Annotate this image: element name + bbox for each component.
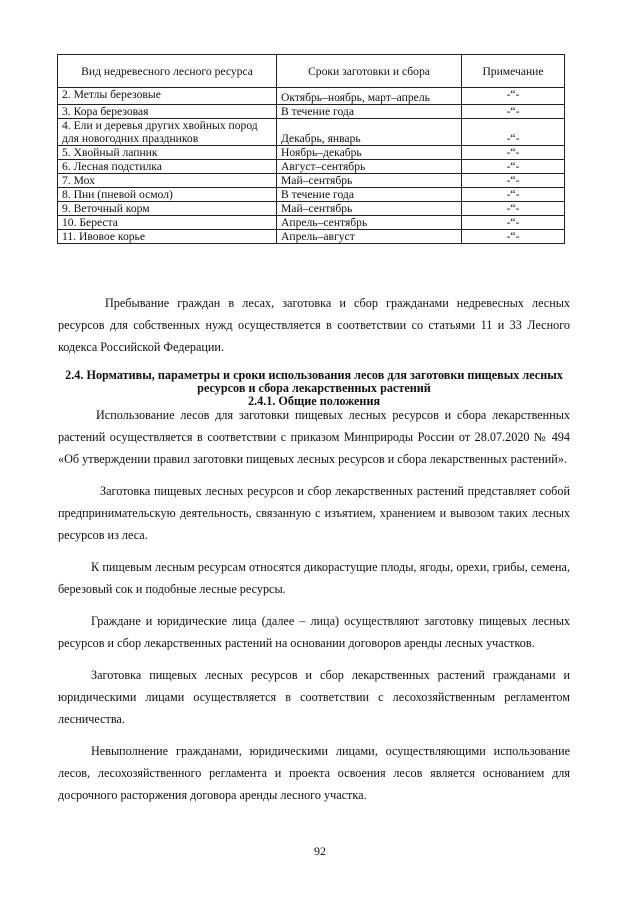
cell-note: -“- xyxy=(462,119,565,146)
cell-note: -“- xyxy=(462,105,565,119)
table-row xyxy=(58,88,565,105)
cell-note: -“- xyxy=(462,188,565,202)
resources-table xyxy=(57,54,565,244)
cell-resource: 6. Лесная подстилка xyxy=(58,160,277,174)
body-paragraph: Заготовка пищевых лесных ресурсов и сбор лекарственных растений гражданами и юридическими лицами осуществляется в соответствии с лесохозяйственным регламентом лесничества. xyxy=(58,668,570,726)
page-number: 92 xyxy=(314,844,326,858)
body-paragraph: Заготовка пищевых лесных ресурсов и сбор лекарственных растений представляет собой предпринимательскую деятельность, связанную с изъятием, хранением и вывозом таких лесных ресурсов из леса. xyxy=(58,484,570,542)
cell-note: -“- xyxy=(462,88,565,105)
cell-resource: 11. Ивовое корье xyxy=(58,230,277,244)
subsection-heading: 2.4.1. Общие положения xyxy=(247,394,381,408)
table-row xyxy=(58,188,565,202)
cell-note: -“- xyxy=(462,146,565,160)
header-resource-type: Вид недревесного лесного ресурса xyxy=(58,55,277,88)
table-row xyxy=(58,230,565,244)
cell-period: Апрель–август xyxy=(277,230,462,244)
cell-note: -“- xyxy=(462,216,565,230)
table-header-row xyxy=(58,55,565,88)
table-row xyxy=(58,202,565,216)
table-row xyxy=(58,216,565,230)
table-row xyxy=(58,105,565,119)
cell-period: Май–сентябрь xyxy=(277,202,462,216)
body-paragraph: Граждане и юридические лица (далее – лица) осуществляют заготовку пищевых лесных ресурсов и сбор лекарственных растений на основании договоров аренды лесных участков. xyxy=(58,614,570,650)
section-heading: 2.4. Нормативы, параметры и сроки использования лесов для заготовки пищевых лесных ресурсов и сбора лекарственных растений xyxy=(65,368,563,395)
intro-block xyxy=(58,292,570,358)
cell-resource: 7. Мох xyxy=(58,174,277,188)
cell-note: -“- xyxy=(462,174,565,188)
cell-resource: 2. Метлы березовые xyxy=(58,88,277,105)
cell-resource: 8. Пни (пневой осмол) xyxy=(58,188,277,202)
cell-note: -“- xyxy=(462,202,565,216)
cell-note: -“- xyxy=(462,160,565,174)
cell-period: Май–сентябрь xyxy=(277,174,462,188)
cell-resource: 9. Веточный корм xyxy=(58,202,277,216)
header-note: Примечание xyxy=(462,55,565,88)
cell-resource: 3. Кора березовая xyxy=(58,105,277,119)
table-row xyxy=(58,119,565,146)
intro-paragraph: Пребывание граждан в лесах, заготовка и сбор гражданами недревесных лесных ресурсов для собственных нужд осуществляется в соответствии со статьями 11 и 33 Лесного кодекса Российской Федерации. xyxy=(58,296,570,354)
cell-period: В течение года xyxy=(277,188,462,202)
body-paragraph: Невыполнение гражданами, юридическими лицами, осуществляющими использование лесов, лесохозяйственного регламента и проекта освоения лесов является основанием для досрочного расторжения договора аренды лесного участка. xyxy=(58,744,570,802)
table-row xyxy=(58,160,565,174)
table-row xyxy=(58,146,565,160)
cell-period: Август–сентябрь xyxy=(277,160,462,174)
body-paragraph: Использование лесов для заготовки пищевых лесных ресурсов и сбора лекарственных растений осуществляется в соответствии с приказом Минприроды России от 28.07.2020 № 494 «Об утверждении правил заготовки пищевых лесных ресурсов и сбора лекарственных растений». xyxy=(58,408,570,466)
cell-period: В течение года xyxy=(277,105,462,119)
cell-note: -“- xyxy=(462,230,565,244)
table-row xyxy=(58,174,565,188)
body-text xyxy=(58,404,570,806)
cell-resource: 4. Ели и деревья других хвойных пород для новогодних праздников xyxy=(58,119,277,146)
cell-period: Декабрь, январь xyxy=(277,119,462,146)
cell-period: Ноябрь–декабрь xyxy=(277,146,462,160)
header-period: Сроки заготовки и сбора xyxy=(277,55,462,88)
body-paragraph: К пищевым лесным ресурсам относятся дикорастущие плоды, ягоды, орехи, грибы, семена, березовый сок и подобные лесные ресурсы. xyxy=(58,560,570,596)
cell-resource: 5. Хвойный лапник xyxy=(58,146,277,160)
cell-resource: 10. Береста xyxy=(58,216,277,230)
cell-period: Апрель–сентябрь xyxy=(277,216,462,230)
section-heading-block xyxy=(58,369,570,408)
cell-period: Октябрь–ноябрь, март–апрель xyxy=(277,88,462,105)
